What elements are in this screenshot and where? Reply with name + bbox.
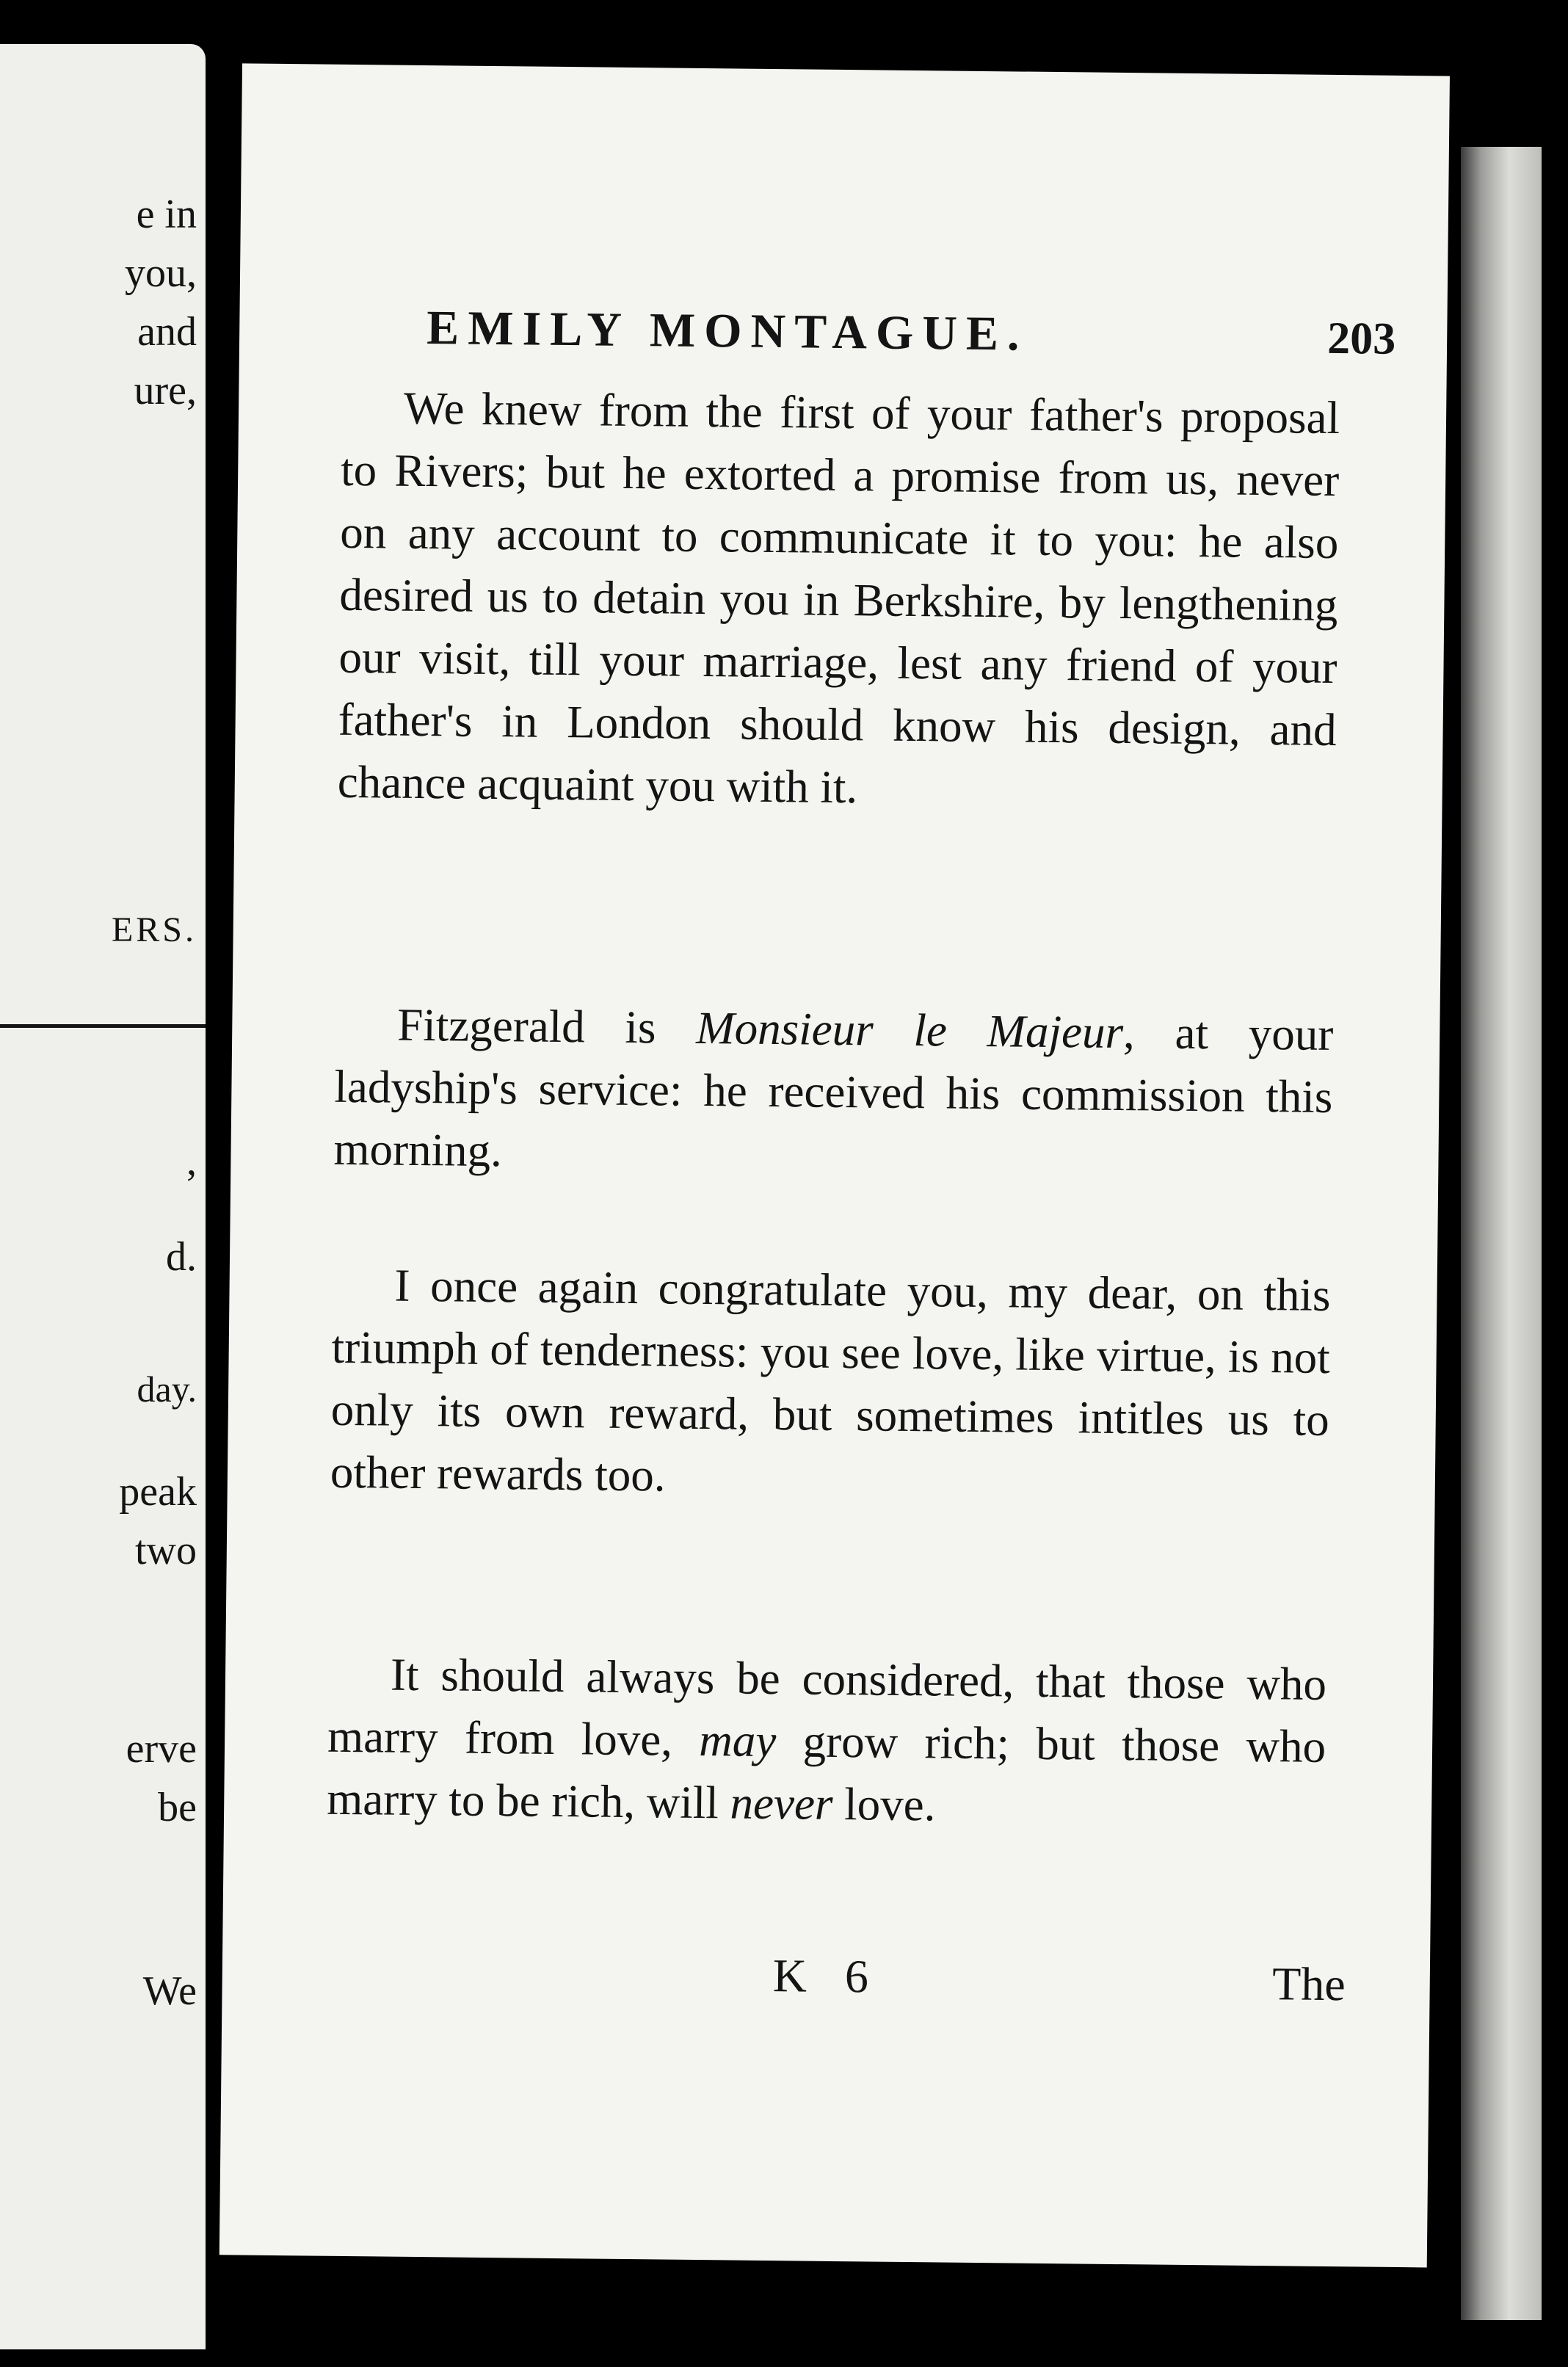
paragraph-text: grow rich; but those who marry to be rich, will bbox=[326, 1715, 1326, 1829]
page-footer bbox=[317, 1944, 1346, 2021]
paragraph bbox=[333, 993, 1334, 1191]
paragraph-text: , at your ladyship's service: he received his commission this morning. bbox=[333, 1007, 1334, 1177]
running-head bbox=[427, 300, 1396, 377]
italic-word: may bbox=[699, 1714, 777, 1767]
signature-mark: K 6 bbox=[772, 1949, 882, 2003]
page-edge-stack bbox=[1461, 147, 1542, 2320]
left-line-fragment: ERS. bbox=[111, 910, 197, 949]
left-line-fragment: erve bbox=[126, 1726, 197, 1772]
left-line-fragment: day. bbox=[137, 1369, 197, 1410]
catchword: The bbox=[1271, 1957, 1346, 2011]
left-line-fragment: We bbox=[142, 1968, 197, 2014]
paragraph bbox=[327, 1643, 1327, 1841]
left-line-fragment: , bbox=[186, 1139, 197, 1184]
italic-word: never bbox=[730, 1777, 833, 1830]
paragraph-text: I once again congratulate you, my dear, on this triumph of tenderness: you see love, like virtue, is not only its own reward, but sometimes intitles us to other rewards too. bbox=[330, 1259, 1331, 1501]
running-head-title: EMILY MONTAGUE. bbox=[426, 301, 1028, 361]
left-line-fragment: e in bbox=[136, 192, 197, 237]
italic-phrase: Monsieur le Majeur bbox=[695, 1001, 1124, 1059]
left-line-fragment: two bbox=[135, 1528, 197, 1573]
book-page bbox=[219, 63, 1450, 2267]
paragraph-text: love. bbox=[832, 1777, 936, 1831]
paragraph-text: It should always be considered, that those who marry from love, bbox=[327, 1648, 1327, 1766]
paragraph-text: Fitzgerald is bbox=[396, 998, 697, 1054]
left-line-fragment: ure, bbox=[134, 368, 197, 413]
left-line-fragment: you, bbox=[125, 250, 197, 296]
left-page-rule bbox=[0, 1024, 206, 1028]
left-line-fragment: d. bbox=[166, 1234, 197, 1280]
page-number: 203 bbox=[1326, 313, 1396, 364]
paragraph bbox=[330, 1254, 1331, 1514]
left-line-fragment: and bbox=[137, 309, 197, 355]
left-line-fragment: peak bbox=[119, 1469, 197, 1515]
left-facing-page bbox=[0, 44, 206, 2349]
paragraph-text: We knew from the first of your father's proposal to Rivers; but he extorted a promise from us, never on any account to communicate it to you: he also desired us to detain you in Berkshire, by lengthening our visit, till your marriage, lest any friend of your father's in London should know his design, and chance acquaint you with it. bbox=[337, 382, 1340, 813]
paragraph bbox=[337, 377, 1340, 824]
left-line-fragment: be bbox=[158, 1785, 197, 1830]
